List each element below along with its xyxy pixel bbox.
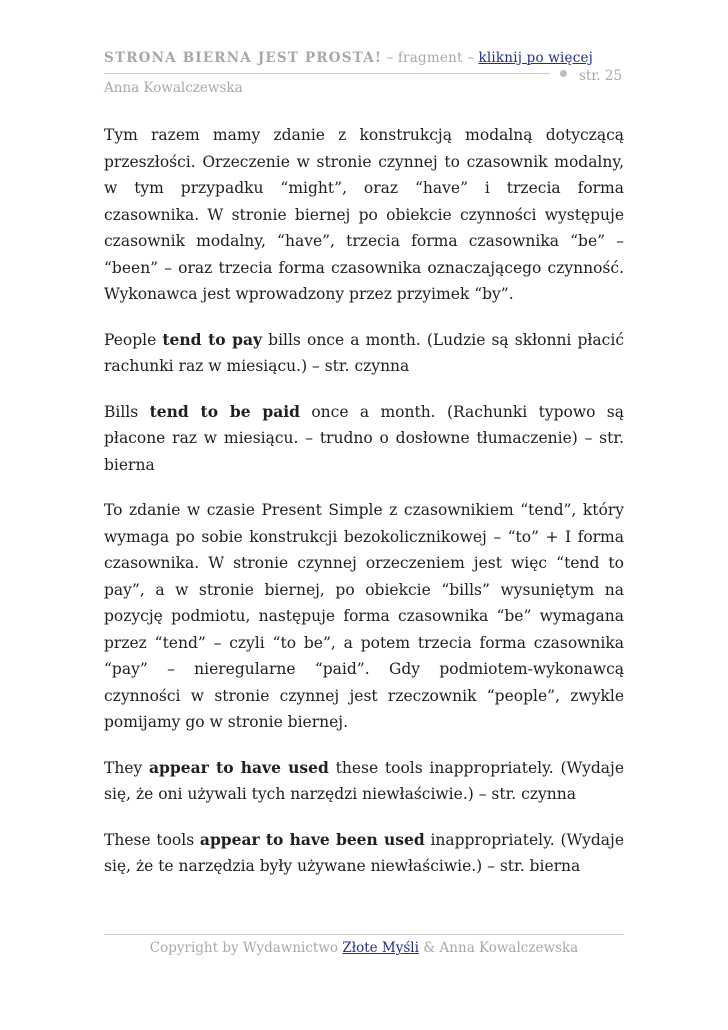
example-active-2	[104, 755, 624, 808]
example-text: People	[104, 330, 163, 349]
example-passive-2	[104, 827, 624, 880]
example-text: Bills	[104, 402, 150, 421]
page-body	[104, 122, 624, 899]
example-text: inappropriately. (Wydaje się, że te narzędzia były używane niewłaściwie.) – str. bierna	[104, 830, 625, 875]
example-highlight: tend to pay	[162, 329, 263, 349]
header-line	[104, 50, 624, 66]
paragraph-explanation: To zdanie w czasie Present Simple z czasownikiem “tend”, który wymaga po sobie konstrukcji bezokolicznikowej – “to” + I forma czasownika. W stronie czynnej orzeczeniem jest więc “tend to pay”, a w stronie biernej, po obiekcie “bills” wysuniętym na pozycję podmiotu, następuje forma czasownika “be” wymagana przez “tend” – czyli “to be”, a potem trzecia forma czasownika “pay” – nieregularne “paid”. Gdy podmiotem-wykonawcą czynności w stronie czynnej jest rzeczownik “people”, zwykle pomijamy go w stronie biernej.	[104, 501, 624, 731]
example-text: once a month. (Rachunki typowo są płacone raz w miesiącu. – trudno o dosłowne tłumaczenie) – str. bierna	[104, 402, 624, 474]
header-author: Anna Kowalczewska	[104, 80, 243, 96]
example-passive-1	[104, 399, 624, 479]
example-text: these tools inappropriately. (Wydaje się, że oni używali tych narzędzi niewłaściwie.) – str. czynna	[104, 758, 625, 803]
more-link[interactable]: kliknij po więcej	[478, 50, 594, 66]
paragraph-intro: Tym razem mamy zdanie z konstrukcją modalną dotyczącą przeszłości. Orzeczenie w stronie czynnej to czasownik modalny, w tym przypadku “might”, oraz “have” i trzecia forma czasownika. W stronie biernej po obiekcie czynności występuje czasownik modalny, “have”, trzecia forma czasownika “be” – “been” – oraz trzecia forma czasownika oznaczającego czynność. Wykonawca jest wprowadzony przez przyimek “by”.	[104, 126, 624, 303]
example-highlight: tend to be paid	[149, 401, 300, 421]
page-footer	[0, 940, 728, 956]
header-divider	[104, 73, 550, 74]
publisher-link[interactable]: Złote Myśli	[342, 940, 419, 956]
example-text: bills once a month. (Ludzie są skłonni płacić rachunki raz w miesiącu.) – str. czynna	[104, 330, 624, 375]
bullet-icon	[560, 70, 567, 77]
copyright-text: Copyright by Wydawnictwo	[149, 940, 343, 956]
example-highlight: appear to have been used	[199, 829, 425, 849]
header-fragment-label: – fragment –	[382, 50, 479, 66]
example-text: These tools	[104, 830, 200, 849]
footer-divider	[104, 934, 624, 935]
example-text: They	[104, 758, 150, 777]
page-number: str. 25	[579, 68, 623, 84]
example-highlight: appear to have used	[149, 757, 329, 777]
book-title: STRONA BIERNA JEST PROSTA!	[104, 50, 382, 66]
page-header	[104, 50, 624, 100]
copyright-author: & Anna Kowalczewska	[418, 940, 579, 956]
example-active-1	[104, 327, 624, 380]
